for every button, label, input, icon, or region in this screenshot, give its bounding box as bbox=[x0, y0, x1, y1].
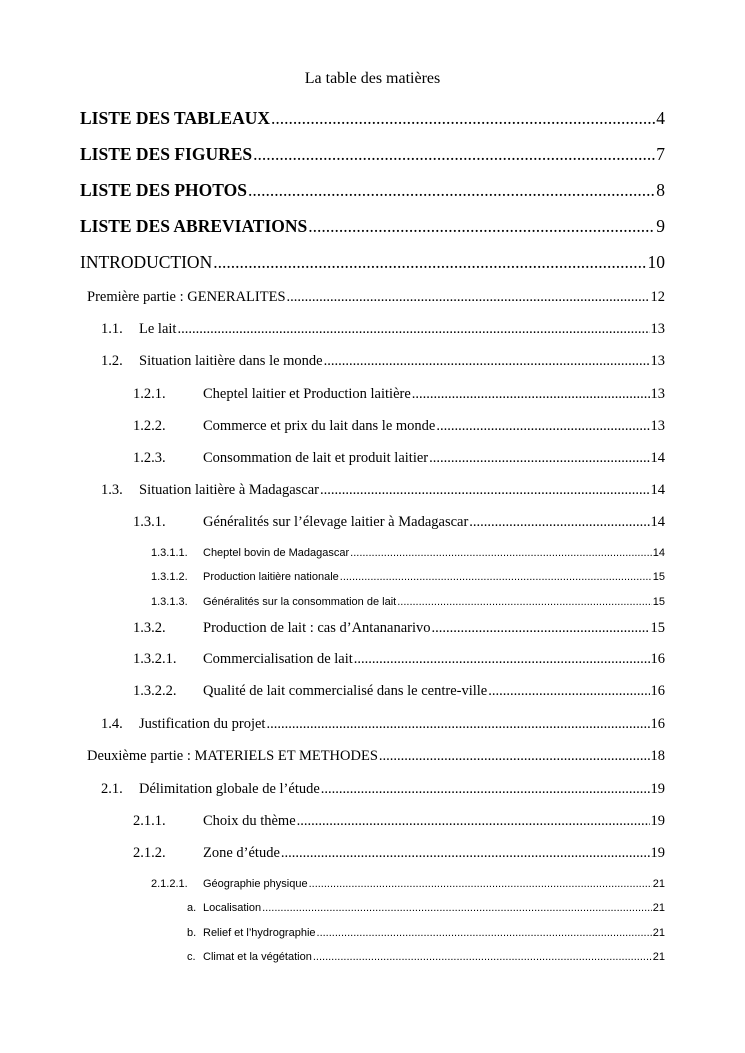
toc-entry-text: Deuxième partie : MATERIELS ET METHODES bbox=[87, 748, 378, 764]
toc-entry[interactable] bbox=[80, 180, 665, 201]
toc-entry-number: 1.1. bbox=[101, 321, 123, 337]
leader-dots bbox=[488, 683, 649, 700]
toc-entry[interactable] bbox=[101, 716, 665, 733]
toc-entry-page: 21 bbox=[652, 878, 665, 890]
leader-dots bbox=[354, 651, 650, 668]
toc-entry[interactable] bbox=[133, 813, 665, 830]
toc-entry-page: 19 bbox=[650, 781, 665, 797]
toc-entry[interactable] bbox=[80, 108, 665, 129]
toc-entry-page: 14 bbox=[650, 450, 665, 466]
toc-entry-text: LISTE DES PHOTOS bbox=[80, 180, 247, 200]
toc-entry-text: Localisation bbox=[203, 902, 262, 914]
toc-entry[interactable] bbox=[101, 353, 665, 370]
toc-entry-page: 21 bbox=[652, 951, 665, 963]
toc-entry-page: 8 bbox=[656, 180, 665, 200]
toc-entry[interactable] bbox=[101, 781, 665, 798]
toc-entry-page: 12 bbox=[650, 289, 665, 305]
leader-dots bbox=[262, 902, 652, 914]
toc-entry-number: c. bbox=[187, 951, 196, 963]
toc-entry-text: Situation laitière dans le monde bbox=[139, 353, 323, 369]
toc-entry[interactable] bbox=[133, 845, 665, 862]
toc-entry-number: a. bbox=[187, 902, 197, 914]
toc-entry-page: 16 bbox=[650, 651, 665, 667]
toc-entry-number: 2.1.1. bbox=[133, 813, 166, 829]
toc-entry-page: 14 bbox=[650, 514, 665, 530]
toc-entry-text: Production laitière nationale bbox=[203, 571, 339, 583]
toc-entry-text: Généralités sur la consommation de lait bbox=[203, 596, 397, 608]
toc-entry-text: INTRODUCTION bbox=[80, 252, 213, 272]
toc-entry-number: 1.3.2.2. bbox=[133, 683, 177, 699]
toc-entry-text: Zone d’étude bbox=[203, 845, 280, 861]
toc-entry[interactable] bbox=[151, 596, 665, 608]
toc-entry[interactable] bbox=[80, 216, 665, 237]
toc-entry-text: Le lait bbox=[139, 321, 177, 337]
toc-entry-number: 1.2. bbox=[101, 353, 123, 369]
leader-dots bbox=[248, 180, 655, 201]
toc-entry-page: 15 bbox=[650, 620, 665, 636]
toc-entry[interactable] bbox=[151, 878, 665, 890]
leader-dots bbox=[287, 289, 650, 306]
leader-dots bbox=[317, 927, 652, 939]
toc-entry-number: 2.1.2.1. bbox=[151, 878, 188, 890]
toc-entry[interactable] bbox=[151, 547, 665, 559]
leader-dots bbox=[281, 845, 650, 862]
leader-dots bbox=[350, 547, 652, 559]
toc-entry-text: Qualité de lait commercialisé dans le centre-ville bbox=[203, 683, 488, 699]
toc-entry-text: Commerce et prix du lait dans le monde bbox=[203, 418, 436, 434]
leader-dots bbox=[266, 716, 649, 733]
toc-entry-number: b. bbox=[187, 927, 197, 939]
toc-entry-number: 1.2.2. bbox=[133, 418, 166, 434]
toc-entry-page: 13 bbox=[650, 418, 665, 434]
toc-entry[interactable] bbox=[133, 386, 665, 403]
toc-entry-number: 1.3.1.3. bbox=[151, 596, 188, 608]
leader-dots bbox=[177, 321, 649, 338]
toc-entry[interactable] bbox=[187, 951, 665, 963]
toc-entry[interactable] bbox=[187, 927, 665, 939]
leader-dots bbox=[297, 813, 650, 830]
leader-dots bbox=[213, 252, 646, 273]
toc-entry-page: 14 bbox=[650, 482, 665, 498]
toc-entry-page: 13 bbox=[650, 386, 665, 402]
toc-entry-text: Justification du projet bbox=[139, 716, 266, 732]
toc-entry-text: Situation laitière à Madagascar bbox=[139, 482, 319, 498]
toc-entry-text: LISTE DES ABREVIATIONS bbox=[80, 216, 308, 236]
toc-entry-page: 15 bbox=[652, 571, 665, 583]
toc-entry-page: 13 bbox=[650, 353, 665, 369]
leader-dots bbox=[429, 450, 649, 467]
toc-entry-text: Choix du thème bbox=[203, 813, 296, 829]
toc-entry[interactable] bbox=[80, 252, 665, 273]
toc-entry-number: 1.2.1. bbox=[133, 386, 166, 402]
toc-entry-text: Relief et l’hydrographie bbox=[203, 927, 316, 939]
toc-entry-text: Première partie : GENERALITES bbox=[87, 289, 286, 305]
toc-entry-page: 18 bbox=[650, 748, 665, 764]
leader-dots bbox=[436, 418, 649, 435]
toc-entry-number: 1.3.2.1. bbox=[133, 651, 177, 667]
leader-dots bbox=[313, 951, 652, 963]
toc-entry-page: 7 bbox=[656, 144, 665, 164]
toc-entry[interactable] bbox=[133, 651, 665, 668]
toc-entry-text: Délimitation globale de l’étude bbox=[139, 781, 320, 797]
leader-dots bbox=[379, 748, 650, 765]
toc-entry-page: 13 bbox=[650, 321, 665, 337]
toc-entry-page: 16 bbox=[650, 683, 665, 699]
leader-dots bbox=[309, 878, 652, 890]
toc-entry-page: 21 bbox=[652, 902, 665, 914]
toc-entry-number: 1.2.3. bbox=[133, 450, 166, 466]
toc-entry[interactable] bbox=[80, 144, 665, 165]
toc-entry[interactable] bbox=[187, 902, 665, 914]
toc-entry-page: 15 bbox=[652, 596, 665, 608]
toc-entry-text: Commercialisation de lait bbox=[203, 651, 353, 667]
toc-entry-number: 2.1. bbox=[101, 781, 123, 797]
toc-entry-number: 1.3.1.1. bbox=[151, 547, 188, 559]
toc-entry-page: 4 bbox=[656, 108, 665, 128]
toc-entry-page: 16 bbox=[650, 716, 665, 732]
toc-entry[interactable] bbox=[151, 571, 665, 583]
leader-dots bbox=[271, 108, 655, 129]
toc-entry-number: 1.4. bbox=[101, 716, 123, 732]
leader-dots bbox=[397, 596, 652, 608]
leader-dots bbox=[412, 386, 650, 403]
toc-entry-text: Géographie physique bbox=[203, 878, 308, 890]
toc-entry[interactable] bbox=[133, 514, 665, 531]
toc-entry[interactable] bbox=[101, 321, 665, 338]
toc-entry[interactable] bbox=[133, 450, 665, 467]
toc-entry[interactable] bbox=[87, 748, 665, 765]
toc-entry-page: 10 bbox=[647, 252, 665, 272]
toc-entry-number: 2.1.2. bbox=[133, 845, 166, 861]
toc-entry-text: LISTE DES TABLEAUX bbox=[80, 108, 270, 128]
leader-dots bbox=[432, 620, 650, 637]
toc-entry-number: 1.3. bbox=[101, 482, 123, 498]
leader-dots bbox=[308, 216, 655, 237]
toc-entry[interactable] bbox=[133, 683, 665, 700]
toc-entry[interactable] bbox=[87, 289, 665, 306]
toc-entry-text: Cheptel laitier et Production laitière bbox=[203, 386, 411, 402]
leader-dots bbox=[253, 144, 655, 165]
toc-entry-page: 21 bbox=[652, 927, 665, 939]
leader-dots bbox=[340, 571, 652, 583]
toc-entry-text: Généralités sur l’élevage laitier à Madagascar bbox=[203, 514, 469, 530]
toc-entry-text: Cheptel bovin de Madagascar bbox=[203, 547, 350, 559]
leader-dots bbox=[469, 514, 649, 531]
toc-entry-number: 1.3.1. bbox=[133, 514, 166, 530]
toc-entry-text: Production de lait : cas d’Antananarivo bbox=[203, 620, 431, 636]
toc-entry-number: 1.3.2. bbox=[133, 620, 166, 636]
page-title: La table des matières bbox=[304, 70, 441, 87]
toc-entry-page: 19 bbox=[650, 845, 665, 861]
toc-entry[interactable] bbox=[133, 620, 665, 637]
toc-entry-text: LISTE DES FIGURES bbox=[80, 144, 253, 164]
leader-dots bbox=[320, 482, 650, 499]
leader-dots bbox=[321, 781, 650, 798]
toc-entry[interactable] bbox=[101, 482, 665, 499]
toc-entry-number: 1.3.1.2. bbox=[151, 571, 188, 583]
toc-entry-page: 19 bbox=[650, 813, 665, 829]
toc-entry-page: 14 bbox=[652, 547, 665, 559]
toc-entry-text: Consommation de lait et produit laitier bbox=[203, 450, 429, 466]
leader-dots bbox=[324, 353, 650, 370]
toc-entry[interactable] bbox=[133, 418, 665, 435]
toc-entry-page: 9 bbox=[656, 216, 665, 236]
toc-entry-text: Climat et la végétation bbox=[203, 951, 312, 963]
